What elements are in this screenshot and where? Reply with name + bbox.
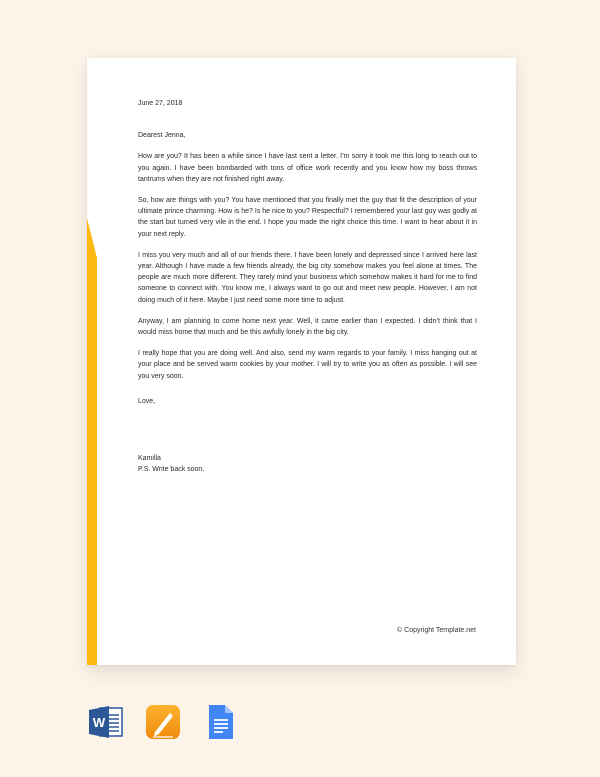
copyright-notice: © Copyright Template.net xyxy=(397,627,476,634)
letter-paragraph: Anyway, I am planning to come home next year. Well, it came earlier than I expected. I didn’t think that I would miss home that much and be this awfully lonely in the big city. xyxy=(138,317,477,337)
letter-paragraph: I miss you very much and all of our friends there. I have been lonely and depressed since I arrived here last year. Although I have made a few friends already, the big city somehow makes you feel alone at times. The people are much more different. They rarely mind your business which somehow makes it hard for me to find someone to connect with. You know me, I always want to go out and meet new people. However, I am not doing much of it here. Maybe I just need some more time to adjust. xyxy=(138,251,477,304)
word-icon[interactable] xyxy=(88,704,124,740)
letter-page xyxy=(87,58,516,665)
letter-date: June 27, 2018 xyxy=(138,100,183,107)
letter-signoff xyxy=(138,453,477,475)
letter-postscript: P.S. Write back soon. xyxy=(138,466,205,474)
format-icons xyxy=(88,704,238,740)
pages-icon[interactable] xyxy=(145,704,181,740)
letter-body xyxy=(138,98,477,475)
accent-stripe xyxy=(87,58,97,665)
letter-paragraph: I really hope that you are doing well. And also, send my warm regards to your family. I miss hanging out at your place and be served warm cookies by your mother. I will try to write you as often as possible. I will see you very soon. xyxy=(138,350,477,380)
letter-paragraph: So, how are things with you? You have mentioned that you finally met the guy that fit the description of your ultimate prince charming. How is he? Is he nice to you? Respectful? I remembered your last guy was godly at the start but turned very vile in the end. I hope you made the right choice this time. I want to hear about it in your next reply. xyxy=(138,197,477,238)
letter-closing: Love, xyxy=(138,397,156,405)
google-docs-icon[interactable] xyxy=(202,704,238,740)
svg-text:W: W xyxy=(92,715,106,730)
letter-paragraph: How are you? It has been a while since I have last sent a letter. I’m sorry it took me this long to reach out to you again. I have been bombarded with tons of office work recently and you know how my boss throws tantrums when they are not finished right away. xyxy=(138,153,477,183)
letter-greeting: Dearest Jenna, xyxy=(138,132,186,140)
letter-signature: Kamilla xyxy=(138,455,161,463)
